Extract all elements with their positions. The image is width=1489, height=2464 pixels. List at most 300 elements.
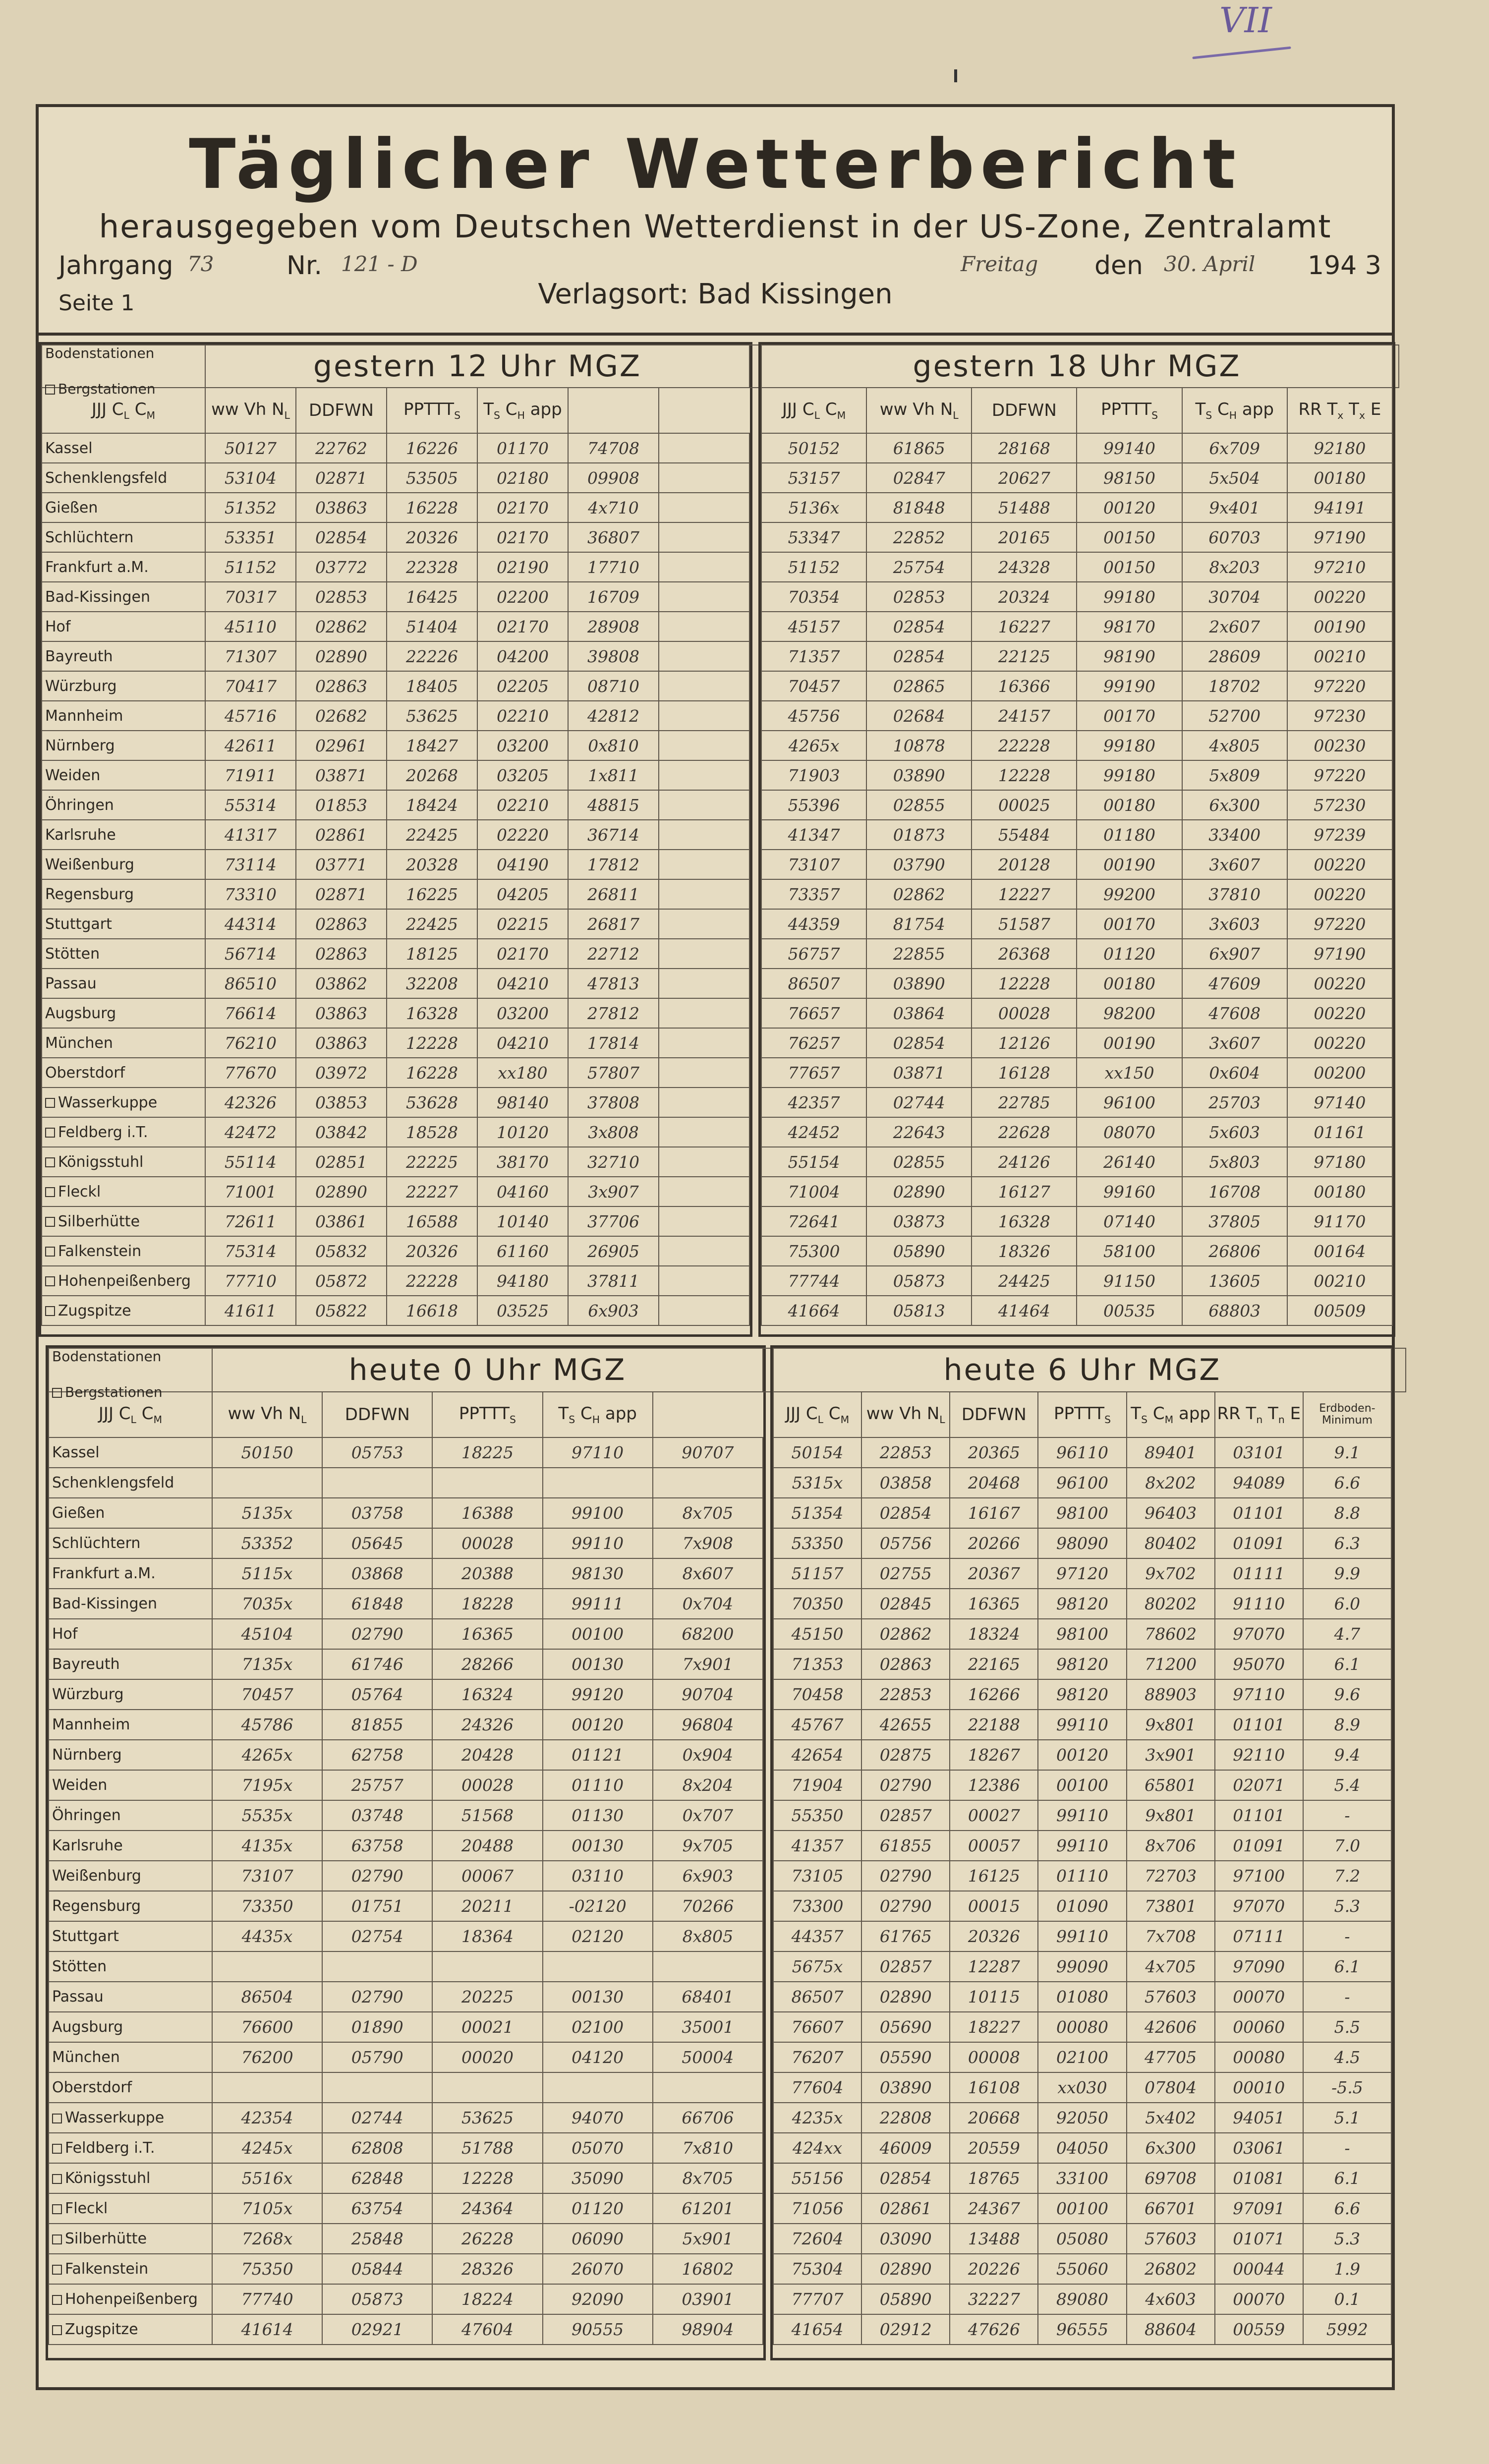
station-name (49, 2072, 212, 2103)
data-cell: 47813 (568, 969, 659, 998)
data-cell: 5x402 (1127, 2103, 1215, 2133)
data-cell: 7195x (212, 1770, 322, 1800)
data-cell: 90555 (543, 2314, 653, 2345)
data-cell: 94191 (1287, 493, 1392, 522)
data-cell: 17814 (568, 1028, 659, 1058)
data-cell: 02863 (296, 671, 387, 701)
data-cell: 20226 (950, 2254, 1038, 2284)
data-cell: 02855 (866, 790, 972, 820)
data-cell: 75314 (205, 1236, 296, 1266)
data-cell: 57807 (568, 1058, 659, 1088)
data-cell: 70458 (773, 1679, 861, 1710)
table-row (49, 1679, 763, 1710)
table-row (761, 493, 1392, 522)
nr-value: 121 - D (341, 252, 418, 276)
data-cell: 04205 (477, 879, 568, 909)
table-row (42, 879, 749, 909)
data-cell: 03861 (296, 1206, 387, 1236)
table-row (761, 1206, 1392, 1236)
data-cell: 32710 (568, 1147, 659, 1177)
data-cell: 45756 (761, 701, 866, 731)
bergstationen-text: Bergstationen (58, 381, 156, 397)
data-cell: 13605 (1182, 1266, 1287, 1296)
data-cell: 3x901 (1127, 1740, 1215, 1770)
data-cell: 01170 (477, 433, 568, 463)
station-name-text: Oberstdorf (45, 1064, 125, 1082)
data-cell: 02871 (296, 879, 387, 909)
data-cell: 41664 (761, 1296, 866, 1325)
mountain-station-box (45, 1306, 55, 1316)
data-cell: 55314 (205, 790, 296, 820)
data-cell: 70317 (205, 582, 296, 612)
data-cell: 05753 (322, 1437, 432, 1468)
data-cell: 35090 (543, 2163, 653, 2193)
station-name-text: Silberhütte (65, 2230, 147, 2247)
data-cell: 02862 (866, 879, 972, 909)
data-cell: 51152 (205, 552, 296, 582)
data-cell: 03868 (322, 1558, 432, 1589)
data-cell: 50004 (653, 2042, 763, 2072)
data-cell: 26802 (1127, 2254, 1215, 2284)
data-cell: 91150 (1077, 1266, 1182, 1296)
data-cell: 5x803 (1182, 1147, 1287, 1177)
data-cell: 01121 (543, 1740, 653, 1770)
data-cell: 12228 (972, 969, 1077, 998)
data-cell: 02790 (322, 1861, 432, 1891)
data-cell: 02853 (866, 582, 972, 612)
data-cell: 16108 (950, 2072, 1038, 2103)
station-name-text: Öhringen (52, 1807, 121, 1824)
data-cell (322, 1468, 432, 1498)
data-cell (543, 2072, 653, 2103)
station-name (49, 1679, 212, 1710)
data-cell: 92050 (1038, 2103, 1126, 2133)
data-cell: 5x603 (1182, 1117, 1287, 1147)
station-name (49, 1710, 212, 1740)
station-name-text: Hof (52, 1625, 78, 1643)
data-cell: 71056 (773, 2193, 861, 2224)
data-cell (659, 1206, 749, 1236)
data-cell: 70457 (761, 671, 866, 701)
data-cell: 24328 (972, 552, 1077, 582)
data-cell: 22227 (387, 1177, 477, 1206)
data-cell: 20668 (950, 2103, 1038, 2133)
data-cell: 8x202 (1127, 1468, 1215, 1498)
data-cell: 61855 (861, 1831, 950, 1861)
data-cell: 4x710 (568, 493, 659, 522)
data-cell: 4435x (212, 1921, 322, 1951)
data-cell: 00120 (1077, 493, 1182, 522)
station-name (42, 909, 205, 939)
data-cell: 7035x (212, 1589, 322, 1619)
station-name-text: Würzburg (45, 677, 117, 695)
data-cell: 61765 (861, 1921, 950, 1951)
data-cell: 12228 (972, 760, 1077, 790)
station-name-text: Schenklengsfeld (45, 469, 168, 487)
data-cell: 4265x (761, 731, 866, 760)
data-cell: 73300 (773, 1891, 861, 1921)
data-cell: 77740 (212, 2284, 322, 2314)
table-row (773, 1891, 1391, 1921)
station-name (49, 1528, 212, 1558)
data-cell: 98130 (543, 1558, 653, 1589)
data-cell: 92090 (543, 2284, 653, 2314)
data-cell: 16366 (972, 671, 1077, 701)
station-name (49, 2042, 212, 2072)
data-cell: 53347 (761, 522, 866, 552)
table-row (49, 2254, 763, 2284)
data-cell: 97190 (1287, 522, 1392, 552)
data-cell: 45786 (212, 1710, 322, 1740)
table-row (761, 1088, 1392, 1117)
data-cell: 01111 (1215, 1558, 1303, 1589)
table-row (49, 2163, 763, 2193)
column-header: JJJ $C_L$ $C_M$ (761, 388, 866, 433)
data-cell: 58100 (1077, 1236, 1182, 1266)
station-name-text: Feldberg i.T. (65, 2139, 155, 2157)
data-cell: 42606 (1127, 2012, 1215, 2042)
data-cell: 00164 (1287, 1236, 1392, 1266)
table-row (761, 731, 1392, 760)
data-cell: 02210 (477, 701, 568, 731)
table-row (761, 879, 1392, 909)
data-cell: 01130 (543, 1800, 653, 1831)
table-row (42, 820, 749, 850)
data-cell: 5x901 (653, 2224, 763, 2254)
data-cell: 53351 (205, 522, 296, 552)
data-cell: 75304 (773, 2254, 861, 2284)
column-header-row (773, 1392, 1391, 1437)
table-row (49, 2193, 763, 2224)
data-cell: 57603 (1127, 1982, 1215, 2012)
mountain-station-box (45, 1187, 55, 1197)
data-cell: 32227 (950, 2284, 1038, 2314)
data-cell: 51404 (387, 612, 477, 641)
data-cell: 22808 (861, 2103, 950, 2133)
table-row (761, 909, 1392, 939)
station-name-text: Weiden (52, 1776, 108, 1794)
data-cell: 72641 (761, 1206, 866, 1236)
data-cell: 01110 (1038, 1861, 1126, 1891)
table-row (773, 1437, 1391, 1468)
data-cell (659, 1177, 749, 1206)
data-cell: 51587 (972, 909, 1077, 939)
data-cell: 77744 (761, 1266, 866, 1296)
station-name-text: Karlsruhe (52, 1837, 123, 1854)
data-cell: 05764 (322, 1679, 432, 1710)
data-cell: 03748 (322, 1800, 432, 1831)
heute0-grid (48, 1348, 763, 2345)
data-cell: 90707 (653, 1437, 763, 1468)
station-name-text: Augsburg (52, 2018, 123, 2036)
report-subtitle: herausgegeben vom Deutschen Wetterdienst in der US-Zone, Zentralamt (99, 209, 1332, 245)
table-row (761, 760, 1392, 790)
data-cell: 03525 (477, 1296, 568, 1325)
mountain-station-box (45, 385, 55, 395)
data-cell: 66701 (1127, 2193, 1215, 2224)
data-cell: 02190 (477, 552, 568, 582)
table-row (761, 998, 1392, 1028)
heute6-grid (773, 1348, 1392, 2345)
table-row (773, 1589, 1391, 1619)
table-row (42, 909, 749, 939)
data-cell: 52700 (1182, 701, 1287, 731)
table-row (761, 1266, 1392, 1296)
data-cell: 51788 (432, 2133, 542, 2163)
table-row (49, 2012, 763, 2042)
station-name (42, 641, 205, 671)
station-name-text: Bayreuth (45, 647, 113, 665)
data-cell: 73350 (212, 1891, 322, 1921)
title-row (49, 1348, 763, 1392)
data-cell: 03871 (866, 1058, 972, 1088)
data-cell: 28908 (568, 612, 659, 641)
data-cell: 41464 (972, 1296, 1077, 1325)
data-cell: 77604 (773, 2072, 861, 2103)
data-cell: 5135x (212, 1498, 322, 1528)
table-row (49, 1982, 763, 2012)
table-row (761, 820, 1392, 850)
data-cell: 22712 (568, 939, 659, 969)
data-cell: 16709 (568, 582, 659, 612)
table-row (773, 2224, 1391, 2254)
data-cell: 76607 (773, 2012, 861, 2042)
table-row (42, 552, 749, 582)
data-cell: 16125 (950, 1861, 1038, 1891)
data-cell: 99180 (1077, 582, 1182, 612)
data-cell: 6.1 (1303, 1951, 1391, 1982)
data-cell: 53625 (432, 2103, 542, 2133)
data-cell: 02170 (477, 939, 568, 969)
data-cell: 30704 (1182, 582, 1287, 612)
data-cell: 53628 (387, 1088, 477, 1117)
data-cell: 98100 (1038, 1619, 1126, 1649)
data-cell: 03863 (296, 998, 387, 1028)
table-row (49, 1468, 763, 1498)
data-cell: 24364 (432, 2193, 542, 2224)
data-cell: 00021 (432, 2012, 542, 2042)
data-cell: 03771 (296, 850, 387, 879)
station-name (42, 1058, 205, 1088)
data-cell: 41654 (773, 2314, 861, 2345)
station-name (49, 1831, 212, 1861)
title-row (42, 345, 749, 388)
data-cell: 74708 (568, 433, 659, 463)
data-cell: 26368 (972, 939, 1077, 969)
data-cell: 01081 (1215, 2163, 1303, 2193)
data-cell: 02890 (866, 1177, 972, 1206)
data-cell: 99110 (1038, 1921, 1126, 1951)
data-cell: 3x607 (1182, 850, 1287, 879)
data-cell: 5x809 (1182, 760, 1287, 790)
data-cell: 01120 (543, 2193, 653, 2224)
data-cell: 97091 (1215, 2193, 1303, 2224)
table-row (773, 1528, 1391, 1558)
data-cell (659, 1236, 749, 1266)
station-name (49, 1891, 212, 1921)
data-cell: 28168 (972, 433, 1077, 463)
station-name (49, 1740, 212, 1770)
table-row (773, 2072, 1391, 2103)
data-cell: 89080 (1038, 2284, 1126, 2314)
data-cell: 8x805 (653, 1921, 763, 1951)
data-cell: 47626 (950, 2314, 1038, 2345)
table-row (49, 1558, 763, 1589)
table-row (761, 1296, 1392, 1325)
station-name-text: Weißenburg (52, 1867, 141, 1885)
column-header: $T_S$ $C_H$ app (477, 388, 568, 433)
data-cell: 02215 (477, 909, 568, 939)
data-cell: 7x810 (653, 2133, 763, 2163)
data-cell: 07140 (1077, 1206, 1182, 1236)
data-cell: 20559 (950, 2133, 1038, 2163)
table-row (773, 1800, 1391, 1831)
data-cell: 08710 (568, 671, 659, 701)
gestern12-grid (41, 344, 750, 1326)
table-row (49, 1498, 763, 1528)
data-cell: 00230 (1287, 731, 1392, 760)
data-cell: 03101 (1215, 1437, 1303, 1468)
table-row (761, 1177, 1392, 1206)
table-row (49, 2133, 763, 2163)
station-name (49, 2012, 212, 2042)
table-row (42, 1296, 749, 1325)
data-cell: 20488 (432, 1831, 542, 1861)
data-cell: 03090 (861, 2224, 950, 2254)
station-name (42, 552, 205, 582)
data-cell: 00120 (1038, 1740, 1126, 1770)
data-cell: 22165 (950, 1649, 1038, 1679)
mountain-station-box (45, 1276, 55, 1286)
data-cell: 98170 (1077, 612, 1182, 641)
data-cell (659, 820, 749, 850)
station-name-text: Zugspitze (65, 2321, 138, 2338)
data-cell: 00028 (432, 1528, 542, 1558)
data-cell: 5535x (212, 1800, 322, 1831)
data-cell: 7x901 (653, 1649, 763, 1679)
data-cell: 02861 (861, 2193, 950, 2224)
table-row (42, 433, 749, 463)
data-cell: 76210 (205, 1028, 296, 1058)
station-name-text: Stuttgart (52, 1928, 119, 1945)
data-cell: 99111 (543, 1589, 653, 1619)
station-name (49, 2254, 212, 2284)
table-row (42, 760, 749, 790)
data-cell: 96804 (653, 1710, 763, 1740)
data-cell: 04210 (477, 1028, 568, 1058)
data-cell: 9x702 (1127, 1558, 1215, 1589)
data-cell (659, 969, 749, 998)
data-cell: 02170 (477, 612, 568, 641)
data-cell: 76200 (212, 2042, 322, 2072)
data-cell (659, 463, 749, 493)
data-cell (659, 493, 749, 522)
station-name (49, 1951, 212, 1982)
data-cell (212, 1468, 322, 1498)
data-cell: 9x401 (1182, 493, 1287, 522)
data-cell: 02871 (296, 463, 387, 493)
data-cell: 02744 (322, 2103, 432, 2133)
mountain-station-box (52, 2114, 62, 2123)
data-cell: 18427 (387, 731, 477, 760)
weekday: Freitag (961, 252, 1038, 276)
data-cell: 05873 (322, 2284, 432, 2314)
data-cell: 05813 (866, 1296, 972, 1325)
data-cell: 99120 (543, 1679, 653, 1710)
data-cell: 76207 (773, 2042, 861, 2072)
data-cell: 16127 (972, 1177, 1077, 1206)
data-cell (432, 1951, 542, 1982)
data-cell: 8x203 (1182, 552, 1287, 582)
table-row (773, 1468, 1391, 1498)
data-cell: 03871 (296, 760, 387, 790)
data-cell: 10115 (950, 1982, 1038, 2012)
data-cell: 05890 (861, 2284, 950, 2314)
data-cell: 02170 (477, 493, 568, 522)
data-cell: -5.5 (1303, 2072, 1391, 2103)
station-name (42, 433, 205, 463)
data-cell: 97070 (1215, 1619, 1303, 1649)
data-cell: 02744 (866, 1088, 972, 1117)
data-cell: 2x607 (1182, 612, 1287, 641)
station-name-text: Wasserkuppe (58, 1093, 158, 1111)
column-header: DDFWN (972, 388, 1077, 433)
data-cell: 71353 (773, 1649, 861, 1679)
table-row (761, 552, 1392, 582)
data-cell: 05590 (861, 2042, 950, 2072)
station-name-text: Schlüchtern (45, 528, 134, 546)
data-cell: 33100 (1038, 2163, 1126, 2193)
data-cell: 5.4 (1303, 1770, 1391, 1800)
data-cell: 02755 (861, 1558, 950, 1589)
column-header: JJJ $C_L$ $C_M$ (49, 1392, 212, 1437)
station-name-text: Hohenpeißenberg (58, 1272, 191, 1290)
data-cell: 97220 (1287, 909, 1392, 939)
bodenstationen-label: Bodenstationen (45, 345, 155, 361)
data-cell: 22425 (387, 820, 477, 850)
data-cell: 12287 (950, 1951, 1038, 1982)
data-cell: 32208 (387, 969, 477, 998)
station-name-text: Regensburg (45, 885, 134, 903)
mountain-station-box (52, 2204, 62, 2214)
data-cell (212, 1951, 322, 1982)
data-cell: 02890 (296, 641, 387, 671)
bergstationen-text: Bergstationen (65, 1384, 163, 1400)
data-cell: 02854 (296, 522, 387, 552)
data-cell: 22643 (866, 1117, 972, 1147)
data-cell (659, 582, 749, 612)
station-name (42, 1028, 205, 1058)
data-cell: 5.3 (1303, 1891, 1391, 1921)
data-cell: 02875 (861, 1740, 950, 1770)
data-cell: 20328 (387, 850, 477, 879)
data-cell: 97140 (1287, 1088, 1392, 1117)
data-cell: 99140 (1077, 433, 1182, 463)
data-cell: 61865 (866, 433, 972, 463)
data-cell: 73107 (212, 1861, 322, 1891)
data-cell: 53625 (387, 701, 477, 731)
data-cell: 98120 (1038, 1589, 1126, 1619)
data-cell: 22328 (387, 552, 477, 582)
data-cell: 00020 (432, 2042, 542, 2072)
data-cell: 16227 (972, 612, 1077, 641)
data-cell: 99090 (1038, 1951, 1126, 1982)
data-cell: 00210 (1287, 641, 1392, 671)
data-cell: 00100 (543, 1619, 653, 1649)
report-title: Täglicher Wetterbericht (189, 124, 1242, 204)
data-cell: 46009 (861, 2133, 950, 2163)
station-name (49, 1619, 212, 1649)
